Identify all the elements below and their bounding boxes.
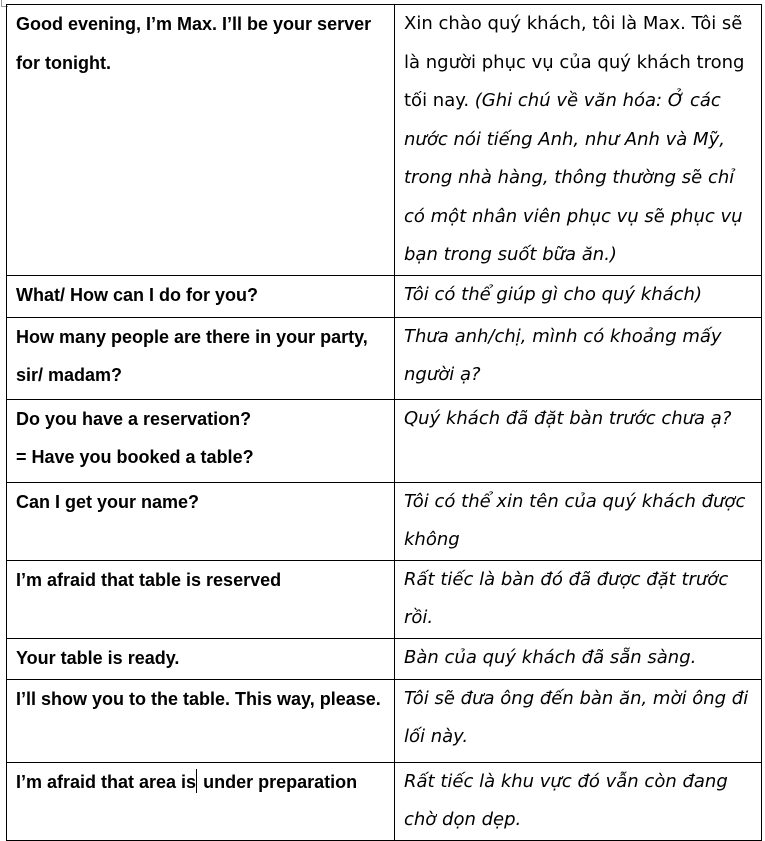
- english-phrase-cell[interactable]: [7, 399, 395, 482]
- english-phrase: Your table is ready.: [16, 647, 180, 668]
- english-phrase-end: under preparation: [198, 771, 358, 792]
- table-row: [7, 762, 762, 840]
- english-phrase: I’ll show you to the table. This way, please.: [16, 688, 381, 709]
- table-row: [7, 5, 762, 276]
- english-phrase: How many people are there in your party, sir/ madam?: [16, 326, 368, 385]
- table-row: [7, 399, 762, 482]
- english-phrase-cell[interactable]: [7, 638, 395, 679]
- phrase-table: [6, 4, 762, 841]
- vietnamese-translation-cell[interactable]: [395, 399, 762, 482]
- text-cursor: [196, 769, 197, 793]
- table-row: [7, 560, 762, 638]
- table-row: [7, 638, 762, 679]
- vietnamese-translation-cell[interactable]: [395, 5, 762, 276]
- table-row: [7, 317, 762, 399]
- vietnamese-translation-cell[interactable]: [395, 638, 762, 679]
- vietnamese-translation: Rất tiếc là khu vực đó vẫn còn đang chờ dọn dẹp.: [404, 770, 728, 830]
- english-phrase-cell[interactable]: [7, 679, 395, 762]
- english-phrase-start: I’m afraid that area is: [16, 771, 197, 792]
- vietnamese-translation-cell[interactable]: [395, 275, 762, 317]
- vietnamese-translation: Tôi có thể xin tên của quý khách được không: [404, 490, 746, 550]
- table-row: [7, 679, 762, 762]
- english-phrase: Do you have a reservation?: [16, 408, 252, 429]
- vietnamese-translation-cell[interactable]: [395, 482, 762, 560]
- vietnamese-translation-cell[interactable]: [395, 317, 762, 399]
- vietnamese-translation: Tôi có thể giúp gì cho quý khách): [404, 283, 702, 305]
- english-phrase: What/ How can I do for you?: [16, 284, 258, 305]
- english-phrase-cell[interactable]: [7, 560, 395, 638]
- english-phrase-cell[interactable]: [7, 762, 395, 840]
- vietnamese-translation: Tôi sẽ đưa ông đến bàn ăn, mời ông đi lối này.: [404, 687, 749, 747]
- vietnamese-translation: Bàn của quý khách đã sẵn sàng.: [404, 646, 697, 668]
- vietnamese-translation: Xin chào quý khách, tôi là Max. Tôi sẽ là người phục vụ của quý khách trong tối nay.: [404, 13, 745, 111]
- english-phrase-alternative: = Have you booked a table?: [16, 447, 254, 467]
- vietnamese-translation-cell[interactable]: [395, 560, 762, 638]
- table-row: [7, 482, 762, 560]
- vietnamese-translation: Thưa anh/chị, mình có khoảng mấy người ạ?: [404, 325, 722, 385]
- vietnamese-translation: Quý khách đã đặt bàn trước chưa ạ?: [404, 407, 732, 429]
- table-row: [7, 275, 762, 317]
- english-phrase-cell[interactable]: [7, 275, 395, 317]
- english-phrase-cell[interactable]: [7, 317, 395, 399]
- english-phrase: Can I get your name?: [16, 491, 200, 512]
- english-phrase-cell[interactable]: [7, 482, 395, 560]
- english-phrase: Good evening, I’m Max. I’ll be your server for tonight.: [16, 14, 372, 73]
- cultural-note: (Ghi chú về văn hóa: Ở các nước nói tiếng Anh, như Anh và Mỹ, trong nhà hàng, thông thường sẽ chỉ có một nhân viên phục vụ sẽ phục vụ bạn trong suốt bữa ăn.): [404, 90, 743, 265]
- vietnamese-translation-cell[interactable]: [395, 762, 762, 840]
- english-phrase-cell[interactable]: [7, 5, 395, 276]
- english-phrase: I’m afraid that table is reserved: [16, 569, 282, 590]
- vietnamese-translation-cell[interactable]: [395, 679, 762, 762]
- vietnamese-translation: Rất tiếc là bàn đó đã được đặt trước rồi.: [404, 568, 729, 628]
